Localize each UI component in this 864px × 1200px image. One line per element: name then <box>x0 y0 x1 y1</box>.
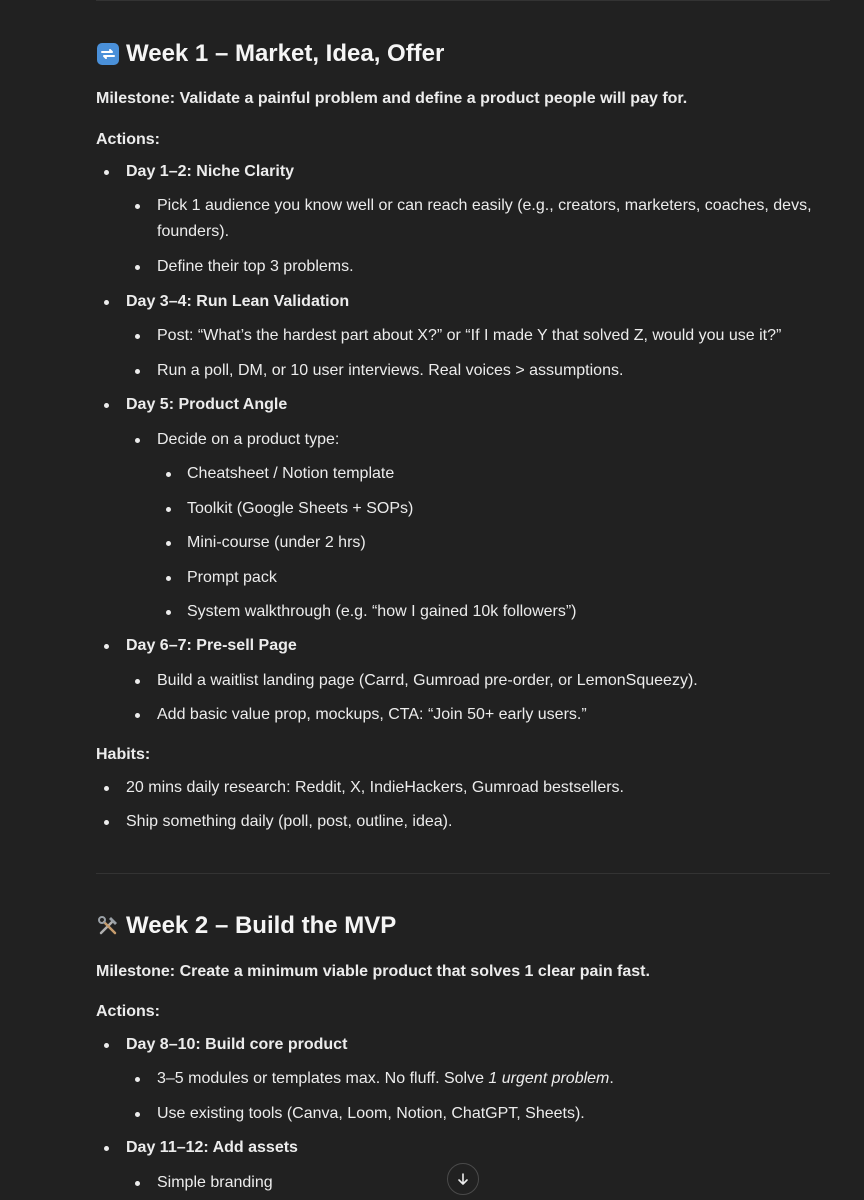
bullet <box>135 1181 140 1186</box>
week1-actions-label: Actions: <box>96 131 160 148</box>
day67-label: Day 6–7: Pre-sell Page <box>126 637 297 654</box>
week2-milestone: Milestone: Create a minimum viable product that solves 1 clear pain fast. <box>96 963 650 980</box>
product-type-item: Prompt pack <box>187 569 277 586</box>
day810-item <box>157 1066 614 1092</box>
bullet <box>166 472 171 477</box>
habit-item: 20 mins daily research: Reddit, X, IndieHackers, Gumroad bestsellers. <box>126 779 624 796</box>
habits-label: Habits: <box>96 746 151 763</box>
bullet <box>135 1077 140 1082</box>
day67-item: Build a waitlist landing page (Carrd, Gumroad pre-order, or LemonSqueezy). <box>157 672 698 689</box>
bullet <box>135 713 140 718</box>
repeat-icon <box>96 42 120 66</box>
day34-item: Run a poll, DM, or 10 user interviews. Real voices > assumptions. <box>157 362 624 379</box>
day12-item-cont: founders). <box>157 223 230 240</box>
bullet <box>104 644 109 649</box>
day12-item: Define their top 3 problems. <box>157 258 354 275</box>
product-type-item: System walkthrough (e.g. “how I gained 10k followers”) <box>187 603 577 620</box>
hammer-wrench-icon <box>96 914 120 938</box>
day810-item-emphasis: 1 urgent problem <box>488 1070 610 1087</box>
bullet <box>104 820 109 825</box>
day810-label: Day 8–10: Build core product <box>126 1036 348 1053</box>
bullet <box>104 403 109 408</box>
week2-title: Week 2 – Build the MVP <box>126 912 397 939</box>
bullet <box>166 576 171 581</box>
bullet <box>104 300 109 305</box>
product-type-item: Cheatsheet / Notion template <box>187 465 395 482</box>
day1112-item: Simple branding <box>157 1174 273 1191</box>
bullet <box>135 438 140 443</box>
bullet <box>104 170 109 175</box>
top-divider <box>96 0 830 1</box>
bullet <box>166 541 171 546</box>
bullet <box>135 1112 140 1117</box>
day5-label: Day 5: Product Angle <box>126 396 288 413</box>
bullet <box>104 786 109 791</box>
arrow-down-icon <box>456 1172 470 1186</box>
bullet <box>135 369 140 374</box>
bullet <box>166 610 171 615</box>
week1-heading <box>96 40 444 68</box>
day810-item-text: 3–5 modules or templates max. No fluff. Solve <box>157 1070 489 1087</box>
day5-item: Decide on a product type: <box>157 431 340 448</box>
day34-item: Post: “What’s the hardest part about X?” or “If I made Y that solved Z, would you use it?” <box>157 327 782 344</box>
scroll-down-button[interactable] <box>447 1163 479 1195</box>
week1-milestone: Milestone: Validate a painful problem and define a product people will pay for. <box>96 90 688 107</box>
product-type-item: Mini-course (under 2 hrs) <box>187 534 366 551</box>
bullet <box>104 1146 109 1151</box>
bullet <box>135 679 140 684</box>
day810-item-end: . <box>609 1070 614 1087</box>
day12-label: Day 1–2: Niche Clarity <box>126 163 295 180</box>
product-type-item: Toolkit (Google Sheets + SOPs) <box>187 500 414 517</box>
week1-title: Week 1 – Market, Idea, Offer <box>126 40 445 67</box>
bullet <box>135 265 140 270</box>
day1112-label: Day 11–12: Add assets <box>126 1139 298 1156</box>
bullet <box>166 507 171 512</box>
bullet <box>135 204 140 209</box>
habit-item: Ship something daily (poll, post, outline, idea). <box>126 813 453 830</box>
day12-item: Pick 1 audience you know well or can reach easily (e.g., creators, marketers, coaches, devs, <box>157 197 812 214</box>
week2-heading <box>96 912 396 940</box>
day67-item: Add basic value prop, mockups, CTA: “Join 50+ early users.” <box>157 706 587 723</box>
section-divider <box>96 873 830 874</box>
bullet <box>135 334 140 339</box>
week2-actions-label: Actions: <box>96 1003 160 1020</box>
bullet <box>104 1043 109 1048</box>
day34-label: Day 3–4: Run Lean Validation <box>126 293 350 310</box>
day810-item: Use existing tools (Canva, Loom, Notion, ChatGPT, Sheets). <box>157 1105 585 1122</box>
